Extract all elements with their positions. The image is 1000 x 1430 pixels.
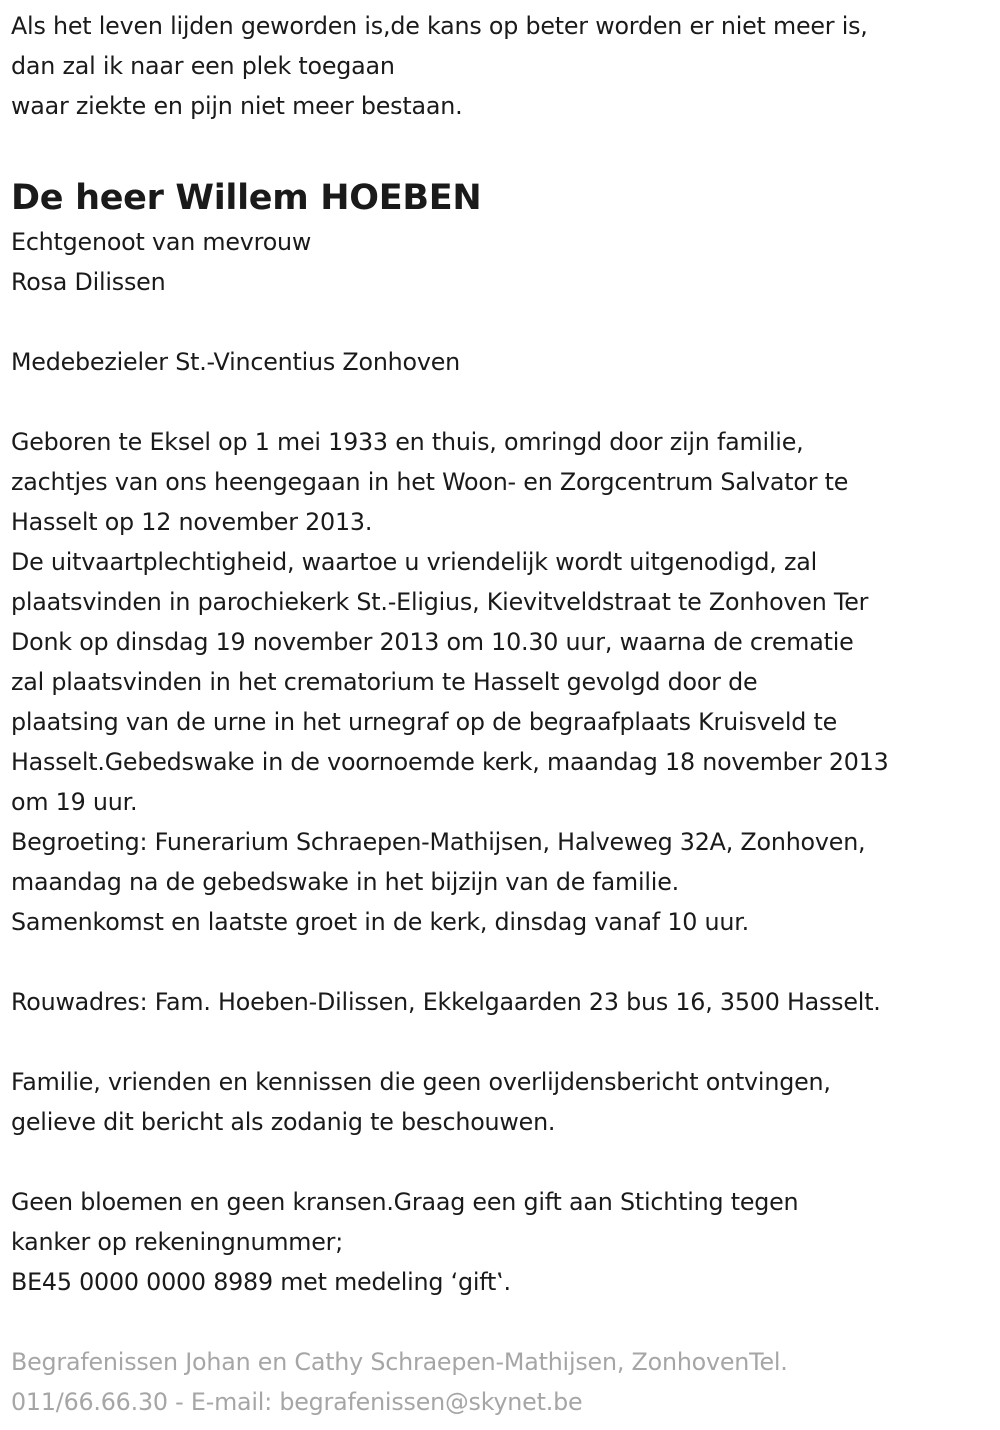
spacer bbox=[11, 382, 1000, 422]
poem-line: waar ziekte en pijn niet meer bestaan. bbox=[11, 92, 463, 120]
donation-line: kanker op rekeningnummer; bbox=[11, 1228, 344, 1256]
poem-line: Als het leven lijden geworden is,de kans op beter worden er niet meer is, bbox=[11, 12, 868, 40]
donation-line: BE45 0000 0000 8989 met medeling ‘gift‛. bbox=[11, 1268, 511, 1296]
deceased-name: De heer Willem HOEBEN bbox=[11, 178, 482, 218]
poem bbox=[11, 6, 1000, 126]
details-line: plaatsing van de urne in het urnegraf op de begraafplaats Kruisveld te bbox=[11, 708, 838, 736]
footer-line: Begrafenissen Johan en Cathy Schraepen-Mathijsen, ZonhovenTel. bbox=[11, 1348, 788, 1376]
spacer bbox=[11, 942, 1000, 982]
details-line: Hasselt op 12 november 2013. bbox=[11, 508, 373, 536]
spouse-line: Rosa Dilissen bbox=[11, 268, 166, 296]
details-line: Geboren te Eksel op 1 mei 1933 en thuis, omringd door zijn familie, bbox=[11, 428, 804, 456]
spacer bbox=[11, 1302, 1000, 1342]
funeral-details bbox=[11, 422, 1000, 942]
details-line: Samenkomst en laatste groet in de kerk, dinsdag vanaf 10 uur. bbox=[11, 908, 749, 936]
footer-line: 011/66.66.30 - E-mail: begrafenissen@skynet.be bbox=[11, 1388, 583, 1416]
details-line: plaatsvinden in parochiekerk St.-Eligius, Kievitveldstraat te Zonhoven Ter bbox=[11, 588, 869, 616]
details-line: Hasselt.Gebedswake in de voornoemde kerk, maandag 18 november 2013 bbox=[11, 748, 889, 776]
role-line: Medebezieler St.-Vincentius Zonhoven bbox=[11, 348, 461, 376]
details-line: zachtjes van ons heengegaan in het Woon- en Zorgcentrum Salvator te bbox=[11, 468, 849, 496]
details-line: De uitvaartplechtigheid, waartoe u vriendelijk wordt uitgenodigd, zal bbox=[11, 548, 817, 576]
notice-line: Familie, vrienden en kennissen die geen overlijdensbericht ontvingen, bbox=[11, 1068, 831, 1096]
spacer bbox=[11, 1022, 1000, 1062]
details-line: om 19 uur. bbox=[11, 788, 138, 816]
donation-line: Geen bloemen en geen kransen.Graag een gift aan Stichting tegen bbox=[11, 1188, 799, 1216]
donation bbox=[11, 1182, 1000, 1302]
details-line: maandag na de gebedswake in het bijzijn van de familie. bbox=[11, 868, 679, 896]
notice bbox=[11, 1062, 1000, 1142]
details-line: Begroeting: Funerarium Schraepen-Mathijsen, Halveweg 32A, Zonhoven, bbox=[11, 828, 866, 856]
funeral-home-footer bbox=[11, 1342, 1000, 1422]
spacer bbox=[11, 1142, 1000, 1182]
spacer bbox=[11, 302, 1000, 342]
spouse-line: Echtgenoot van mevrouw bbox=[11, 228, 312, 256]
details-line: zal plaatsvinden in het crematorium te Hasselt gevolgd door de bbox=[11, 668, 758, 696]
poem-line: dan zal ik naar een plek toegaan bbox=[11, 52, 395, 80]
mourning-address: Rouwadres: Fam. Hoeben-Dilissen, Ekkelgaarden 23 bus 16, 3500 Hasselt. bbox=[11, 988, 881, 1016]
details-line: Donk op dinsdag 19 november 2013 om 10.30 uur, waarna de crematie bbox=[11, 628, 854, 656]
notice-line: gelieve dit bericht als zodanig te beschouwen. bbox=[11, 1108, 556, 1136]
spacer bbox=[11, 126, 1000, 166]
